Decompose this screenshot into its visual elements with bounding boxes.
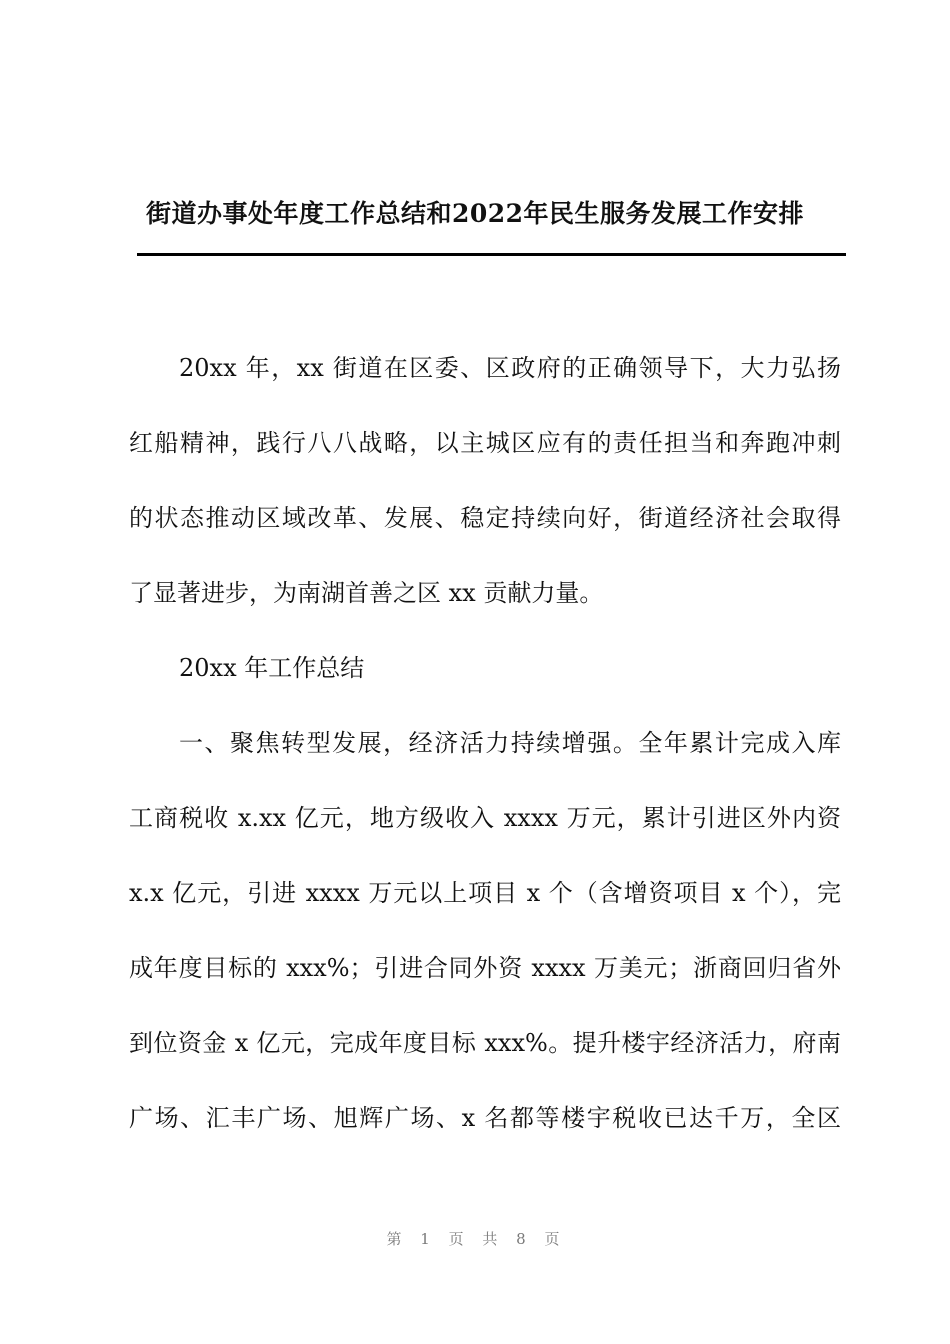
paragraph-line: 到位资金 x 亿元，完成年度目标 xxx%。提升楼宇经济活力，府南 xyxy=(129,1029,841,1057)
paragraph-line: 20xx 年，xx 街道在区委、区政府的正确领导下，大力弘扬 xyxy=(179,354,841,382)
page-number-footer: 第 1 页 共 8 页 xyxy=(386,1230,564,1248)
document-title: 街道办事处年度工作总结和2022年民生服务发展工作安排 xyxy=(145,199,805,228)
paragraph-line: 工商税收 x.xx 亿元，地方级收入 xxxx 万元，累计引进区外内资 xyxy=(129,804,841,832)
paragraph-line: 成年度目标的 xxx%；引进合同外资 xxxx 万美元；浙商回归省外 xyxy=(129,954,841,982)
paragraph-line: x.x 亿元，引进 xxxx 万元以上项目 x 个（含增资项目 x 个），完 xyxy=(129,879,841,907)
paragraph-line: 红船精神，践行八八战略，以主城区应有的责任担当和奔跑冲刺 xyxy=(129,429,841,457)
title-underline xyxy=(137,253,846,256)
paragraph-line: 的状态推动区域改革、发展、稳定持续向好，街道经济社会取得 xyxy=(129,504,841,532)
paragraph-line: 广场、汇丰广场、旭辉广场、x 名都等楼宇税收已达千万，全区 xyxy=(129,1104,841,1132)
paragraph-line: 一、聚焦转型发展，经济活力持续增强。全年累计完成入库 xyxy=(179,729,841,757)
section-heading: 20xx 年工作总结 xyxy=(179,654,365,682)
paragraph-line: 了显著进步，为南湖首善之区 xx 贡献力量。 xyxy=(129,579,604,607)
